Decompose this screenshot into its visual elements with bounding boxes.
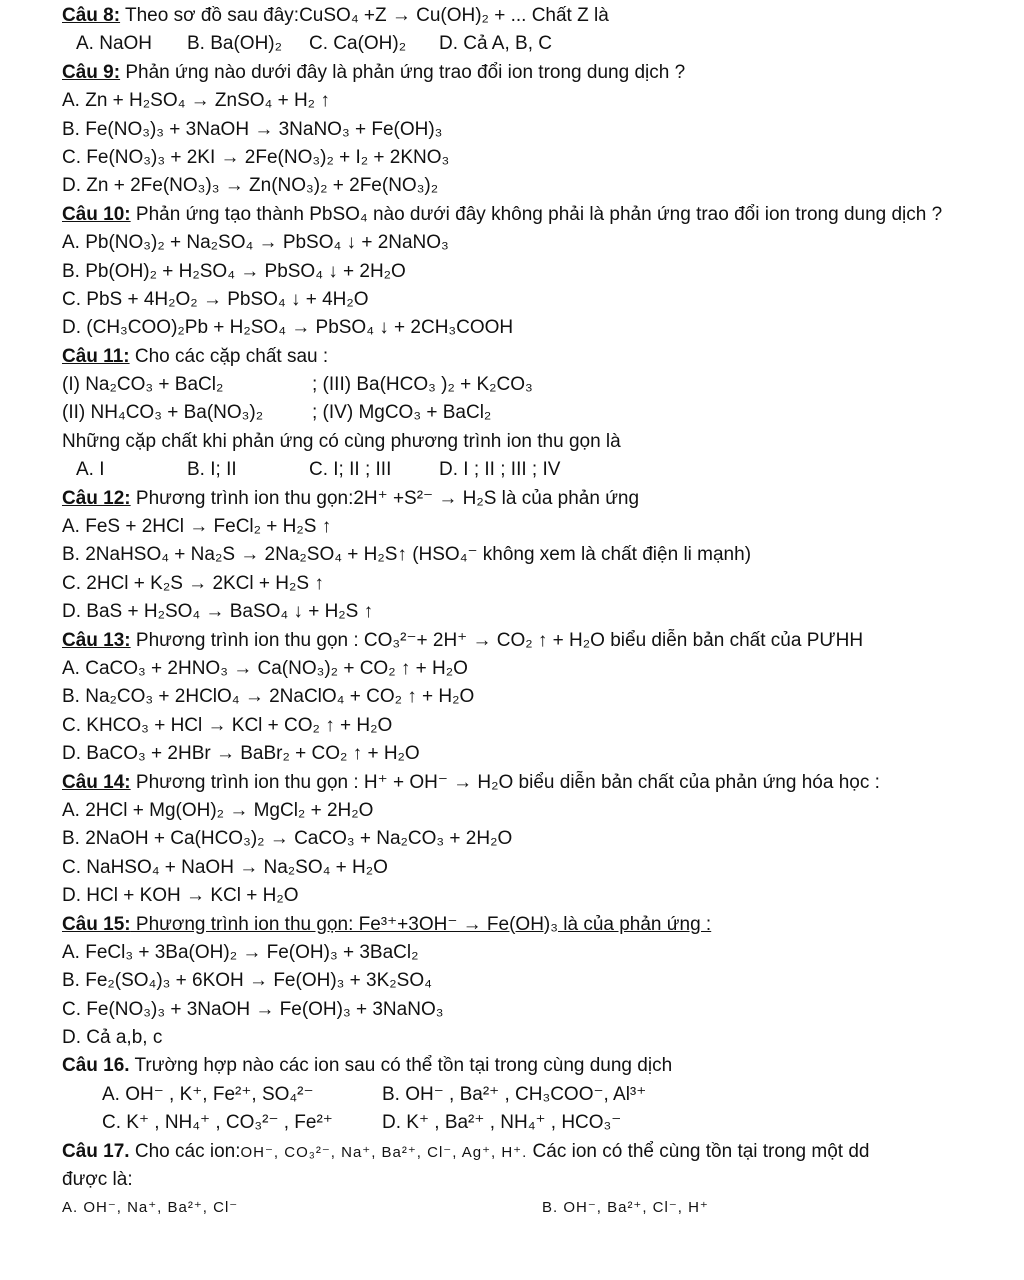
question-text: Cho các ion: — [129, 1140, 241, 1162]
question-label: Câu 10: — [62, 203, 131, 225]
q15-option-d: D. Cả a,b, c — [62, 1027, 163, 1049]
question-text: Theo sơ đồ sau đây:CuSO₄ +Z → Cu(OH)₂ + ... Chất Z là — [120, 5, 609, 26]
option-a: A. OH⁻ , K⁺, Fe²⁺, SO₄²⁻ — [102, 1083, 314, 1105]
q10-option-b: B. Pb(OH)₂ + H₂SO₄ → PbSO₄ ↓ + 2H₂O — [62, 260, 406, 282]
q12-option-b: B. 2NaHSO₄ + Na₂S → 2Na₂SO₄ + H₂S↑ (HSO₄⁻ không xem là chất điện li mạnh) — [62, 544, 752, 566]
option-b: B. OH⁻ , Ba²⁺ , CH₃COO⁻, Al³⁺ — [382, 1083, 647, 1105]
q8-title — [62, 2, 1004, 30]
q14-option-c: C. NaHSO₄ + NaOH → Na₂SO₄ + H₂O — [62, 856, 388, 878]
question-label: Câu 12: — [62, 487, 131, 509]
q9-option-c: C. Fe(NO₃)₃ + 2KI → 2Fe(NO₃)₂ + I₂ + 2KNO₃ — [62, 146, 450, 168]
question-label: Câu 13: — [62, 629, 131, 651]
question-text: Phương trình ion thu gọn:2H⁺ +S²⁻ → H₂S là của phản ứng — [130, 487, 640, 509]
q8-options — [62, 30, 1004, 58]
option-d: D. I ; II ; III ; IV — [439, 459, 561, 481]
q12-option-c: C. 2HCl + K₂S → 2KCl + H₂S ↑ — [62, 572, 324, 594]
q14-title — [62, 769, 1004, 797]
q11-options — [62, 456, 1004, 484]
option-d: D. Cả A, B, C — [439, 33, 552, 55]
q15-option-b: B. Fe₂(SO₄)₃ + 6KOH → Fe(OH)₃ + 3K₂SO₄ — [62, 970, 432, 992]
option-b: B. I; II — [187, 459, 237, 481]
q11-stem: Những cặp chất khi phản ứng có cùng phương trình ion thu gọn là — [62, 430, 621, 452]
pair-ii: (II) NH₄CO₃ + Ba(NO₃)₂ — [62, 402, 264, 424]
question-label: Câu 11: — [62, 345, 130, 367]
q11-pairs-row-1 — [62, 371, 1004, 399]
q10-title — [62, 201, 1004, 229]
q9-option-d: D. Zn + 2Fe(NO₃)₃ → Zn(NO₃)₂ + 2Fe(NO₃)₂ — [62, 175, 439, 197]
question-label: Câu 15: — [62, 913, 131, 935]
q11-pairs-row-2 — [62, 399, 1004, 427]
question-text: Cho các cặp chất sau : — [129, 345, 329, 367]
pair-iii: ; (III) Ba(HCO₃ )₂ + K₂CO₃ — [312, 374, 533, 396]
question-label: Câu 16. — [62, 1055, 130, 1077]
question-text: Phương trình ion thu gọn: Fe³⁺+3OH⁻ → Fe(OH)₃ là của phản ứng : — [130, 913, 712, 935]
q9-option-b: B. Fe(NO₃)₃ + 3NaOH → 3NaNO₃ + Fe(OH)₃ — [62, 118, 443, 140]
question-text-continued: Các ion có thể cùng tồn tại trong một dd — [527, 1140, 870, 1162]
option-c: C. I; II ; III — [309, 459, 392, 481]
q13-title — [62, 627, 1004, 655]
option-a: A. I — [76, 459, 105, 481]
question-text: Trường hợp nào các ion sau có thể tồn tại trong cùng dung dịch — [129, 1055, 673, 1077]
question-text: Phương trình ion thu gọn : H⁺ + OH⁻ → H₂O biểu diễn bản chất của phản ứng hóa học : — [130, 771, 880, 793]
q17-options-row-1 — [62, 1194, 1004, 1222]
q12-option-a: A. FeS + 2HCl → FeCl₂ + H₂S ↑ — [62, 516, 332, 538]
q17-title — [62, 1138, 1004, 1166]
pair-iv: ; (IV) MgCO₃ + BaCl₂ — [312, 402, 492, 424]
question-text: Phương trình ion thu gọn : CO₃²⁻+ 2H⁺ → CO₂ ↑ + H₂O biểu diễn bản chất của PƯHH — [130, 629, 864, 651]
q14-option-b: B. 2NaOH + Ca(HCO₃)₂ → CaCO₃ + Na₂CO₃ + 2H₂O — [62, 828, 513, 850]
question-label: Câu 9: — [62, 61, 121, 83]
option-a: A. NaOH — [76, 33, 153, 55]
q17-continuation: được là: — [62, 1169, 133, 1191]
q9-option-a: A. Zn + H₂SO₄ → ZnSO₄ + H₂ ↑ — [62, 90, 330, 112]
ion-list: OH⁻, CO₃²⁻, Na⁺, Ba²⁺, Cl⁻, Ag⁺, H⁺. — [240, 1143, 528, 1161]
question-text: Phản ứng nào dưới đây là phản ứng trao đổi ion trong dung dịch ? — [120, 61, 686, 83]
question-text: Phản ứng tạo thành PbSO₄ nào dưới đây không phải là phản ứng trao đổi ion trong dung dịch ? — [130, 203, 943, 225]
q16-options-row-1 — [62, 1081, 1004, 1109]
q13-option-a: A. CaCO₃ + 2HNO₃ → Ca(NO₃)₂ + CO₂ ↑ + H₂O — [62, 658, 468, 679]
q13-option-b: B. Na₂CO₃ + 2HClO₄ → 2NaClO₄ + CO₂ ↑ + H₂O — [62, 686, 475, 708]
question-label: Câu 8: — [62, 5, 121, 26]
q14-option-d: D. HCl + KOH → KCl + H₂O — [62, 885, 299, 907]
q12-title — [62, 485, 1004, 513]
q11-title — [62, 343, 1004, 371]
question-label: Câu 17. — [62, 1140, 130, 1162]
option-b: B. Ba(OH)₂ — [187, 33, 282, 55]
q10-option-a: A. Pb(NO₃)₂ + Na₂SO₄ → PbSO₄ ↓ + 2NaNO₃ — [62, 232, 449, 254]
option-c: C. K⁺ , NH₄⁺ , CO₃²⁻ , Fe²⁺ — [102, 1112, 333, 1134]
q10-option-c: C. PbS + 4H₂O₂ → PbSO₄ ↓ + 4H₂O — [62, 288, 369, 310]
option-d: D. K⁺ , Ba²⁺ , NH₄⁺ , HCO₃⁻ — [382, 1112, 622, 1134]
option-a: A. OH⁻, Na⁺, Ba²⁺, Cl⁻ — [62, 1199, 239, 1217]
q13-option-c: C. KHCO₃ + HCl → KCl + CO₂ ↑ + H₂O — [62, 714, 393, 736]
option-c: C. Ca(OH)₂ — [309, 33, 407, 55]
q16-options-row-2 — [62, 1109, 1004, 1137]
q15-title — [62, 911, 1004, 939]
pair-i: (I) Na₂CO₃ + BaCl₂ — [62, 374, 224, 396]
question-label: Câu 14: — [62, 771, 131, 793]
q10-option-d: D. (CH₃COO)₂Pb + H₂SO₄ → PbSO₄ ↓ + 2CH₃COOH — [62, 317, 514, 339]
q15-option-a: A. FeCl₃ + 3Ba(OH)₂ → Fe(OH)₃ + 3BaCl₂ — [62, 941, 419, 963]
q12-option-d: D. BaS + H₂SO₄ → BaSO₄ ↓ + H₂S ↑ — [62, 601, 374, 623]
q14-option-a: A. 2HCl + Mg(OH)₂ → MgCl₂ + 2H₂O — [62, 799, 374, 821]
q9-title — [62, 59, 1004, 87]
q15-option-c: C. Fe(NO₃)₃ + 3NaOH → Fe(OH)₃ + 3NaNO₃ — [62, 998, 444, 1020]
option-b: B. OH⁻, Ba²⁺, Cl⁻, H⁺ — [542, 1199, 709, 1217]
q13-option-d: D. BaCO₃ + 2HBr → BaBr₂ + CO₂ ↑ + H₂O — [62, 743, 420, 765]
q16-title — [62, 1052, 1004, 1080]
